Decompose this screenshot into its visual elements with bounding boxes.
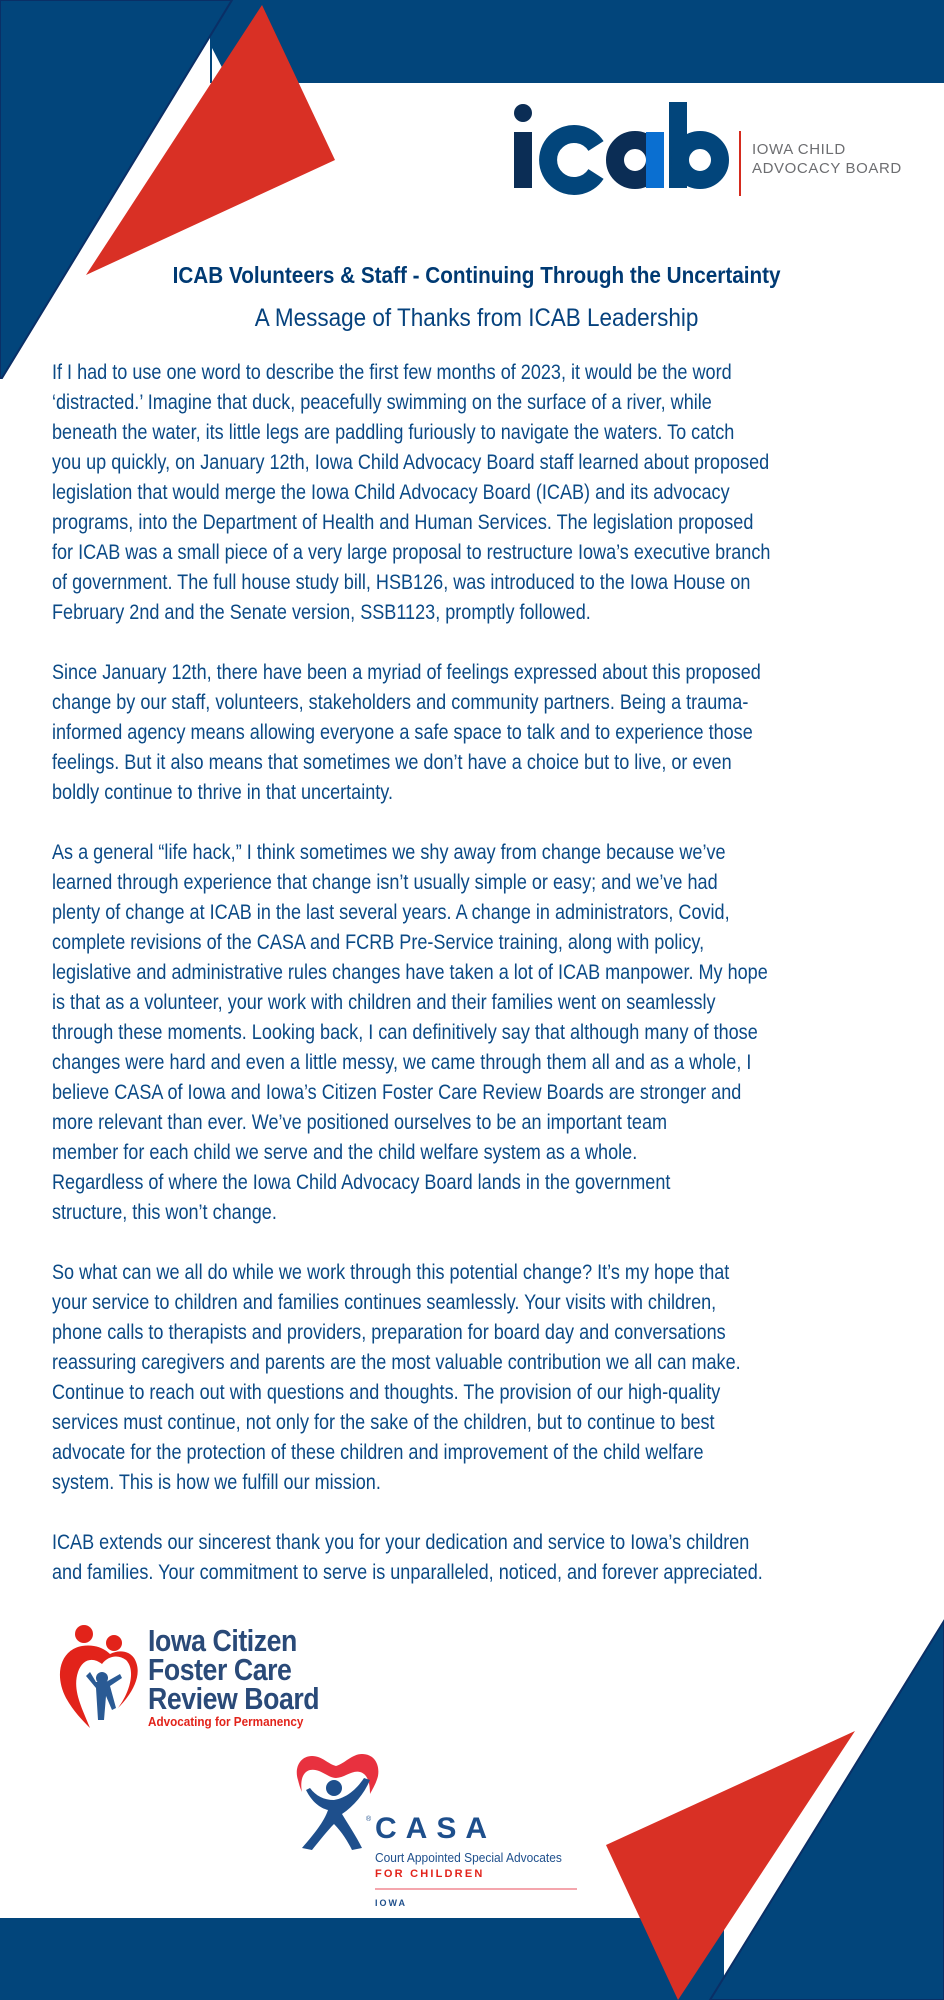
paragraph-line: member for each child we serve and the child welfare system as a whole.	[52, 1141, 638, 1164]
top-banner-band	[210, 0, 944, 83]
paragraph-line: is that as a volunteer, your work with children and their families went on seamlessly	[52, 991, 716, 1014]
paragraph-line: reassuring caregivers and parents are the most valuable contribution we all can make.	[52, 1351, 741, 1374]
paragraph-line: legislation that would merge the Iowa Child Advocacy Board (ICAB) and its advocacy	[52, 481, 730, 504]
paragraph-line: informed agency means allowing everyone a safe space to talk and to experience those	[52, 721, 753, 744]
casa-divider	[375, 1888, 577, 1890]
casa-for-children: FOR CHILDREN	[375, 1868, 485, 1880]
paragraph-line: services must continue, not only for the sake of the children, but to continue to best	[52, 1411, 715, 1434]
paragraph-line: February 2nd and the Senate version, SSB1123, promptly followed.	[52, 601, 591, 624]
paragraph-line: plenty of change at ICAB in the last several years. A change in administrators, Covid,	[52, 901, 730, 924]
casa-full-name: Court Appointed Special Advocates	[375, 1850, 562, 1865]
paragraph-line: boldly continue to thrive in that uncertainty.	[52, 781, 394, 804]
paragraph-line: feelings. But it also means that sometimes we don’t have a choice but to live, or even	[52, 751, 732, 774]
paragraph-line: believe CASA of Iowa and Iowa’s Citizen Foster Care Review Boards are stronger and	[52, 1081, 742, 1104]
fcrb-logo	[52, 1620, 382, 1735]
paragraph-line: change by our staff, volunteers, stakeholders and community partners. Being a trauma-	[52, 691, 749, 714]
paragraph-line: If I had to use one word to describe the first few months of 2023, it would be the word	[52, 361, 732, 384]
casa-logo	[290, 1750, 600, 1920]
icab-name-line1: IOWA CHILD	[752, 141, 846, 158]
casa-heart-figure-icon	[290, 1750, 385, 1860]
fcrb-name-line3: Review Board	[148, 1681, 320, 1716]
icab-name-line2: ADVOCACY BOARD	[752, 160, 902, 177]
paragraph-line: ‘distracted.’ Imagine that duck, peacefully swimming on the surface of a river, while	[52, 391, 712, 414]
paragraph-line: you up quickly, on January 12th, Iowa Child Advocacy Board staff learned about proposed	[52, 451, 770, 474]
icab-wordmark-icon	[508, 102, 733, 202]
paragraph-line: Since January 12th, there have been a myriad of feelings expressed about this proposed	[52, 661, 761, 684]
fcrb-name-line2: Foster Care	[148, 1652, 292, 1687]
icab-full-name	[752, 140, 902, 178]
family-heart-icon	[52, 1620, 147, 1735]
paragraph-line: of government. The full house study bill, HSB126, was introduced to the Iowa House on	[52, 571, 751, 594]
paragraph-line: phone calls to therapists and providers, preparation for board day and conversations	[52, 1321, 726, 1344]
logo-divider	[739, 131, 741, 196]
paragraph-line: Continue to reach out with questions and thoughts. The provision of our high-quality	[52, 1381, 721, 1404]
page-title: ICAB Volunteers & Staff - Continuing Through the Uncertainty	[172, 262, 781, 288]
paragraph-line: legislative and administrative rules changes have taken a lot of ICAB manpower. My hope	[52, 961, 768, 984]
casa-state: IOWA	[375, 1898, 407, 1908]
paragraph-line: programs, into the Department of Health and Human Services. The legislation proposed	[52, 511, 754, 534]
paragraph-line: for ICAB was a small piece of a very large proposal to restructure Iowa’s executive branch	[52, 541, 771, 564]
paragraph-line: system. This is how we fulfill our mission.	[52, 1471, 381, 1494]
paragraph-line: ICAB extends our sincerest thank you for your dedication and service to Iowa’s children	[52, 1531, 750, 1554]
fcrb-name-line1: Iowa Citizen	[148, 1623, 297, 1658]
icab-logo	[508, 102, 908, 202]
fcrb-tagline: Advocating for Permanency	[148, 1714, 304, 1729]
fcrb-name	[148, 1623, 320, 1716]
paragraph-line: learned through experience that change isn’t usually simple or easy; and we’ve had	[52, 871, 718, 894]
paragraph-line: beneath the water, its little legs are paddling furiously to navigate the waters. To catch	[52, 421, 735, 444]
paragraph-line: through these moments. Looking back, I can definitively say that although many of those	[52, 1021, 758, 1044]
paragraph-line: Regardless of where the Iowa Child Advocacy Board lands in the government	[52, 1171, 671, 1194]
paragraph-line: As a general “life hack,” I think sometimes we shy away from change because we’ve	[52, 841, 726, 864]
paragraph-line: structure, this won’t change.	[52, 1201, 277, 1224]
registered-mark: ®	[366, 1816, 372, 1823]
paragraph-line: more relevant than ever. We’ve positioned ourselves to be an important team	[52, 1111, 668, 1134]
paragraph-line: and families. Your commitment to serve is unparalleled, noticed, and forever appreciated.	[52, 1561, 763, 1584]
paragraph-line: your service to children and families continues seamlessly. Your visits with children,	[52, 1291, 717, 1314]
casa-wordmark: CASA	[375, 1812, 497, 1845]
paragraph-line: complete revisions of the CASA and FCRB Pre-Service training, along with policy,	[52, 931, 705, 954]
page-subtitle: A Message of Thanks from ICAB Leadership	[254, 304, 699, 332]
bottom-banner-band	[0, 1918, 724, 2000]
paragraph-line: advocate for the protection of these children and improvement of the child welfare	[52, 1441, 704, 1464]
paragraph-line: changes were hard and even a little messy, we came through them all and as a whole, I	[52, 1051, 752, 1074]
paragraph-line: So what can we all do while we work through this potential change? It’s my hope that	[52, 1261, 730, 1284]
